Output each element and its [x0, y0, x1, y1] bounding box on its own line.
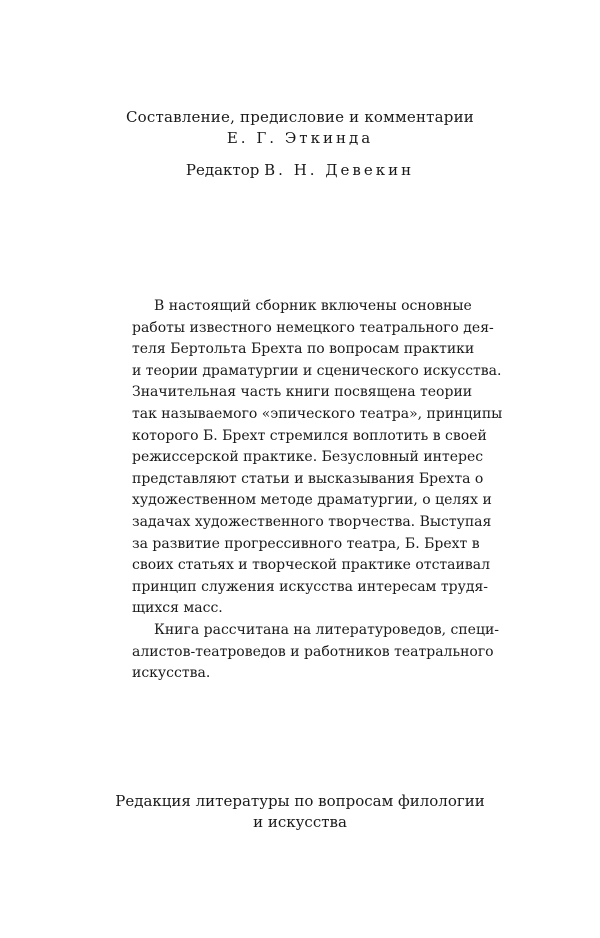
annotation-line: художественном методе драматургии, о целях и [132, 492, 492, 509]
annotation-line: так называемого «эпического театра», принципы [132, 405, 503, 422]
book-annotation [132, 296, 503, 685]
annotation-line: алистов-театроведов и работников театрального [132, 643, 494, 660]
annotation-line: принцип служения искусства интересам трудя- [132, 578, 489, 595]
annotation-line: задачах художественного творчества. Выступая [132, 513, 492, 530]
compiler-credits [0, 107, 600, 149]
annotation-line: работы известного немецкого театрального дея- [132, 319, 494, 336]
annotation-line: которого Б. Брехт стремился воплотить в своей [132, 427, 487, 444]
annotation-line: В настоящий сборник включены основные [154, 298, 472, 314]
publisher-line: Редакция литературы по вопросам филологии [115, 792, 485, 810]
annotation-line: теля Бертольта Брехта по вопросам практики [132, 341, 475, 358]
editor-prefix: Редактор [185, 161, 265, 179]
editor-name: В. Н. Девекин [264, 161, 415, 179]
annotation-line: представляют статьи и высказывания Брехта о [132, 470, 484, 487]
credits-line: Составление, предисловие и комментарии [126, 108, 474, 126]
publisher-line: и искусства [253, 813, 347, 831]
annotation-line: и теории драматургии и сценического искусства. [132, 362, 502, 379]
publisher-imprint [0, 791, 600, 833]
annotation-line: щихся масс. [132, 600, 223, 617]
annotation-line: Книга рассчитана на литературоведов, специ- [154, 621, 500, 638]
annotation-line: своих статьях и творческой практике отстаивал [132, 557, 490, 574]
compiler-name: Е. Г. Эткинда [226, 129, 374, 147]
editor-credit [0, 160, 600, 181]
annotation-line: Значительная часть книги посвящена теории [132, 384, 473, 401]
annotation-line: за развитие прогрессивного театра, Б. Брехт в [132, 535, 480, 552]
annotation-line: искусства. [132, 665, 211, 682]
annotation-line: режиссерской практике. Безусловный интерес [132, 449, 484, 466]
